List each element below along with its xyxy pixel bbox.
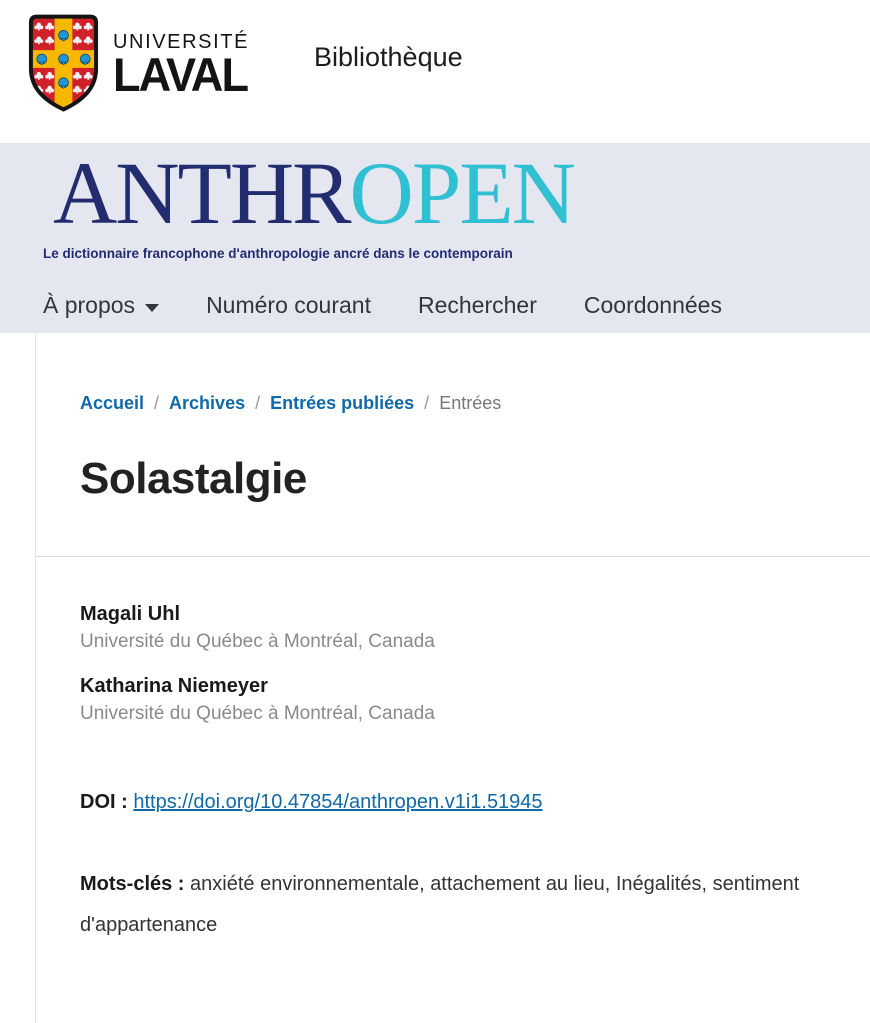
universite-laval-crest-icon <box>25 13 102 113</box>
doi-line <box>80 791 870 814</box>
breadcrumb-separator: / <box>255 393 261 413</box>
universite-laval-wordmark <box>113 30 253 101</box>
nav-item-coordonnees[interactable]: Coordonnées <box>583 292 722 318</box>
author-item <box>80 603 870 653</box>
anthropen-logo-part2: OPEN <box>349 145 574 243</box>
breadcrumb-entrees-publiees[interactable]: Entrées publiées <box>270 393 415 413</box>
doi-label: DOI : <box>80 791 128 813</box>
journal-tagline: Le dictionnaire francophone d'anthropologie ancré dans le contemporain <box>43 246 513 261</box>
author-item <box>80 675 870 725</box>
nav-item-a-propos[interactable] <box>43 292 159 319</box>
breadcrumb-separator: / <box>154 393 160 413</box>
keywords-text: anxiété environnementale, attachement au lieu, Inégalités, sentiment d'appartenance <box>80 873 800 936</box>
breadcrumb-archives[interactable]: Archives <box>169 393 246 413</box>
journal-banner <box>0 143 870 333</box>
breadcrumb-current: Entrées <box>439 393 502 413</box>
universite-laval-logo[interactable] <box>25 13 253 113</box>
page-title: Solastalgie <box>80 454 307 503</box>
author-name: Katharina Niemeyer <box>80 675 268 697</box>
anthropen-logo[interactable] <box>53 143 870 243</box>
primary-nav <box>43 292 870 319</box>
authors-list <box>80 603 870 725</box>
nav-item-rechercher[interactable]: Rechercher <box>417 292 537 318</box>
main-content <box>35 333 870 1023</box>
bibliotheque-link[interactable]: Bibliothèque <box>314 42 463 72</box>
author-affiliation: Université du Québec à Montréal, Canada <box>80 631 435 652</box>
author-name: Magali Uhl <box>80 603 181 625</box>
wordmark-universite: UNIVERSITÉ <box>113 30 250 53</box>
breadcrumb-separator: / <box>424 393 430 413</box>
doi-link[interactable]: https://doi.org/10.47854/anthropen.v1i1.51945 <box>133 791 543 813</box>
breadcrumb-accueil[interactable]: Accueil <box>80 393 145 413</box>
breadcrumb <box>80 393 870 414</box>
author-affiliation: Université du Québec à Montréal, Canada <box>80 703 435 724</box>
keywords-label: Mots-clés : <box>80 873 185 895</box>
nav-item-a-propos-label: À propos <box>43 292 136 318</box>
title-divider <box>36 556 870 557</box>
nav-item-numero-courant[interactable]: Numéro courant <box>206 292 371 318</box>
chevron-down-icon <box>145 304 159 312</box>
site-header <box>0 0 870 143</box>
wordmark-laval: LAVAL <box>113 47 248 101</box>
anthropen-logo-part1: ANTHR <box>53 145 350 243</box>
keywords-line <box>80 864 825 946</box>
